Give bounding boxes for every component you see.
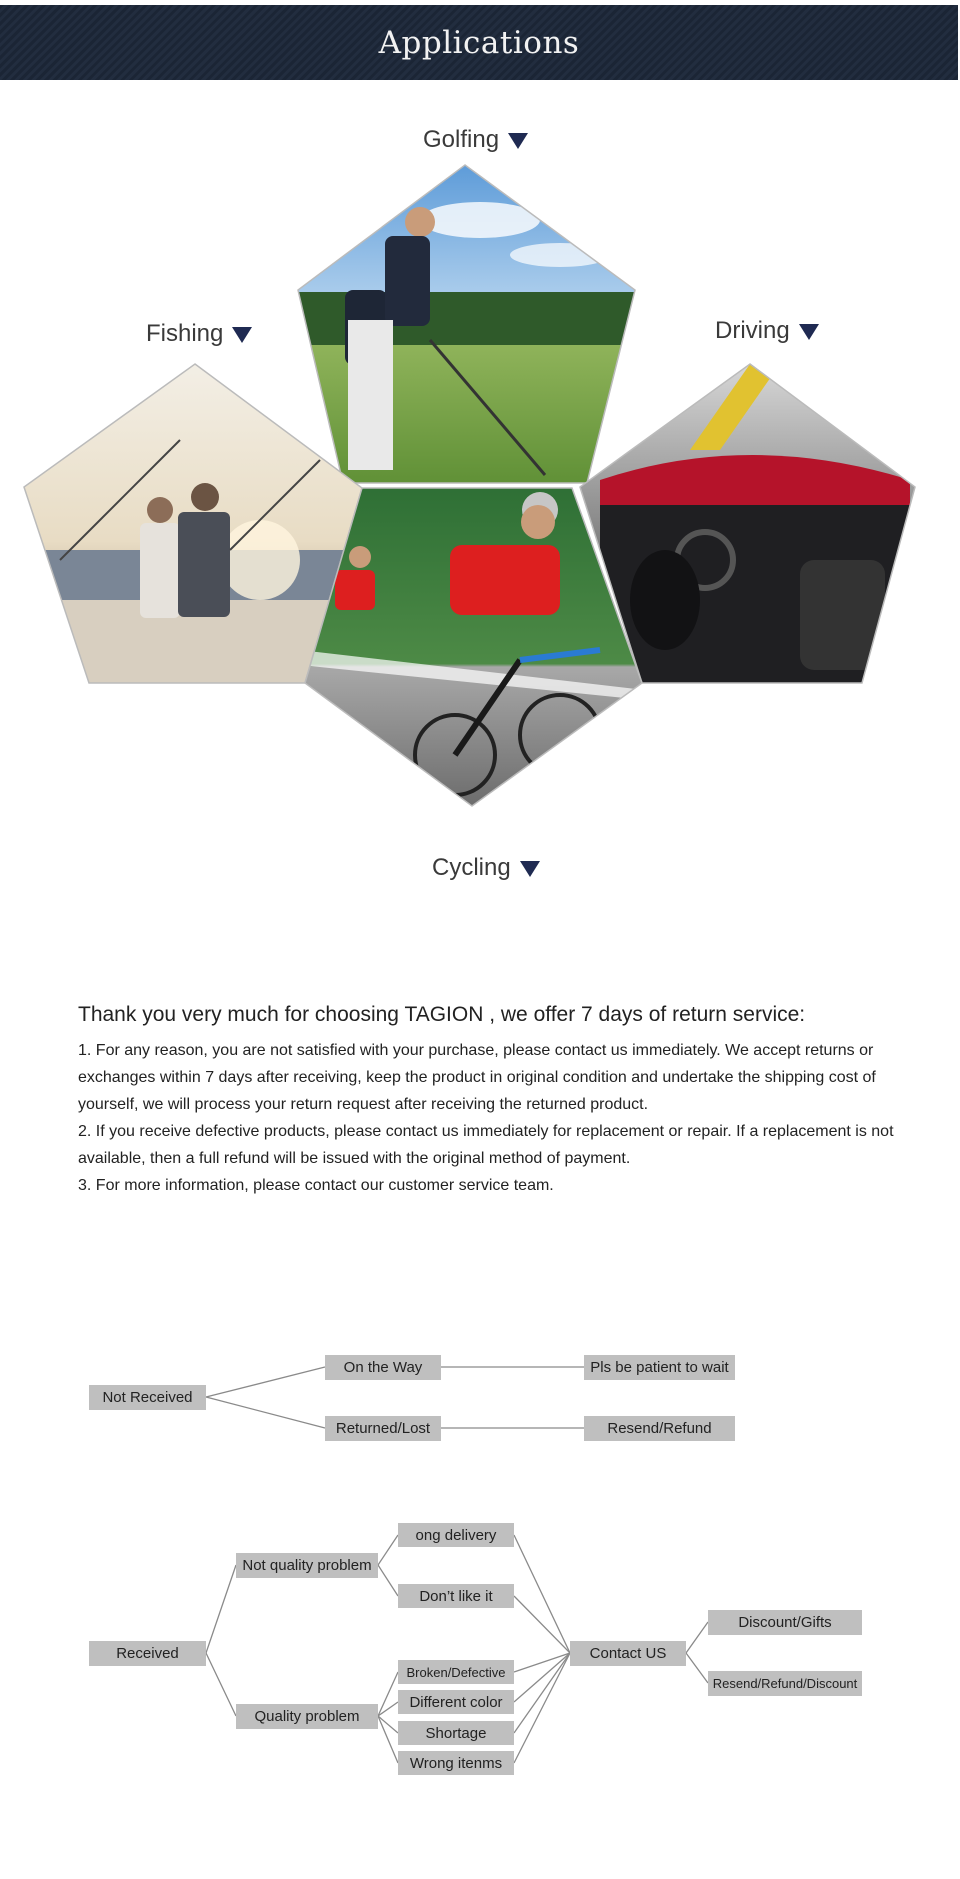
banner-title: Applications bbox=[378, 25, 580, 61]
pls-wait-box: Pls be patient to wait bbox=[584, 1355, 735, 1380]
cycling-label: Cycling bbox=[432, 854, 540, 882]
driving-label: Driving bbox=[715, 317, 819, 345]
return-policy-heading: Thank you very much for choosing TAGION , we offer 7 days of return service: bbox=[78, 1003, 806, 1026]
resend-refund-discount-box: Resend/Refund/Discount bbox=[708, 1671, 862, 1696]
triangle-down-icon bbox=[508, 133, 528, 149]
received-box: Received bbox=[89, 1641, 206, 1666]
resend-refund-box: Resend/Refund bbox=[584, 1416, 735, 1441]
return-policy-item: 3. For more information, please contact our customer service team. bbox=[78, 1177, 554, 1194]
broken-defective-box: Broken/Defective bbox=[398, 1660, 514, 1684]
cycling-photo bbox=[300, 485, 645, 810]
fishing-photo bbox=[20, 360, 365, 690]
return-policy bbox=[78, 1003, 928, 1199]
discount-gifts-box: Discount/Gifts bbox=[708, 1610, 862, 1635]
on-the-way-box: On the Way bbox=[325, 1355, 441, 1380]
returned-lost-box: Returned/Lost bbox=[325, 1416, 441, 1441]
triangle-down-icon bbox=[520, 861, 540, 877]
shortage-box: Shortage bbox=[398, 1721, 514, 1745]
triangle-down-icon bbox=[232, 327, 252, 343]
wrong-items-box: Wrong itenms bbox=[398, 1751, 514, 1775]
triangle-down-icon bbox=[799, 324, 819, 340]
not-received-box: Not Received bbox=[89, 1385, 206, 1410]
fishing-label: Fishing bbox=[146, 320, 252, 348]
not-quality-problem-box: Not quality problem bbox=[236, 1553, 378, 1578]
golfing-photo bbox=[290, 160, 640, 490]
return-policy-item: 1. For any reason, you are not satisfied with your purchase, please contact us immediately. We accept returns or exchanges within 7 days after receiving, keep the product in original condition and undertake the shipping cost of yourself, we will process your return request after receiving the returned product. bbox=[78, 1042, 876, 1113]
return-policy-item: 2. If you receive defective products, please contact us immediately for replacement or repair. If a replacement is not available, then a full refund will be issued with the original method of payment. bbox=[78, 1123, 894, 1167]
long-delivery-box: ong delivery bbox=[398, 1523, 514, 1547]
quality-problem-box: Quality problem bbox=[236, 1704, 378, 1729]
dont-like-it-box: Don’t like it bbox=[398, 1584, 514, 1608]
golfing-label: Golfing bbox=[423, 126, 528, 154]
different-color-box: Different color bbox=[398, 1690, 514, 1714]
contact-us-box: Contact US bbox=[570, 1641, 686, 1666]
